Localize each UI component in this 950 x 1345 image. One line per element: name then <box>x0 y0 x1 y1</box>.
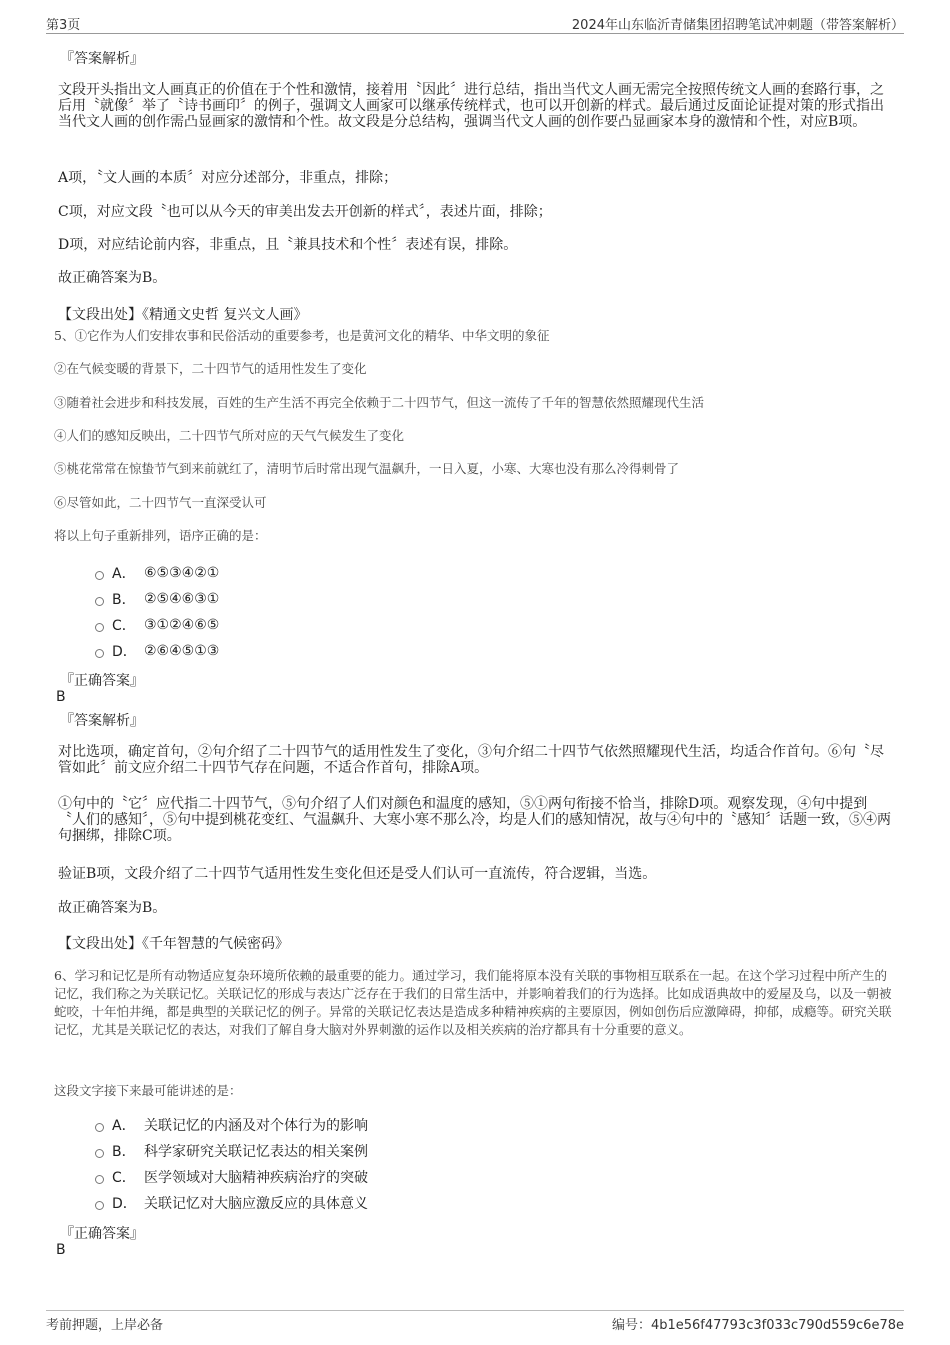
option-text: 关联记忆对大脑应激反应的具体意义 <box>144 1196 368 1212</box>
option-key: D． <box>112 1196 137 1212</box>
option-text: ⑥⑤③④②① <box>144 565 220 581</box>
q6-option-c[interactable] <box>95 1167 368 1187</box>
q5-option-c[interactable] <box>95 615 219 635</box>
option-key: C． <box>112 1170 136 1186</box>
option-key: B． <box>112 592 136 608</box>
q5-analysis-paragraph-3: 验证B项，文段介绍了二十四节气适用性发生变化但还是受人们认可一直流传，符合逻辑，当选。 <box>58 866 657 882</box>
q5-analysis-paragraph-4: 故正确答案为B。 <box>58 900 167 916</box>
q4-source: 【文段出处】《精通文史哲 复兴文人画》 <box>58 307 308 323</box>
q5-stem: 5、①它作为人们安排农事和民俗活动的重要参考，也是黄河文化的精华、中华文明的象征 <box>54 328 550 343</box>
q6-option-d[interactable] <box>95 1193 368 1213</box>
q5-analysis-paragraph-2: ①句中的〝它〞应代指二十四节气，⑤句介绍了人们对颜色和温度的感知，⑤①两句衔接不恰当，排除D项。观察发现，④句中提到〝人们的感知〞，⑤句中提到桃花变红、气温飙升、大寒小寒不那么冷，均是人们的感知情况，故与④句中的〝感知〞话题一致，⑤④两句捆绑，排除C项。 <box>58 796 891 844</box>
q5-sentence-4: ④人们的感知反映出，二十四节气所对应的天气气候发生了变化 <box>54 428 405 443</box>
q6-stem: 6、学习和记忆是所有动物适应复杂环境所依赖的最重要的能力。通过学习，我们能将原本没有关联的事物相互联系在一起。在这个学习过程中所产生的记忆，我们称之为关联记忆。关联记忆的形成与表达广泛存在于我们的日常生活中，并影响着我们的行为选择。比如成语典故中的爱屋及乌，以及一朝被蛇咬，十年怕井绳，都是典型的关联记忆的例子。异常的关联记忆表达是造成多种精神疾病的主要原因，例如创伤后应激障碍，抑郁，成瘾等。研究关联记忆，尤其是关联记忆的表达，对我们了解自身大脑对外界刺激的运作以及相关疾病的治疗都具有十分重要的意义。 <box>54 968 892 1037</box>
q5-answer-label: 『正确答案』 <box>60 673 144 689</box>
option-key: A． <box>112 566 136 582</box>
document-title: 2024年山东临沂青储集团招聘笔试冲刺题（带答案解析） <box>571 18 904 33</box>
q5-sentence-6: ⑥尽管如此，二十四节气一直深受认可 <box>54 495 267 510</box>
header-divider <box>46 33 904 34</box>
radio-icon[interactable] <box>95 571 104 580</box>
document-code: 编号：4b1e56f47793c3f033c790d559c6e78e <box>611 1318 904 1333</box>
option-text: ③①②④⑥⑤ <box>144 617 220 633</box>
radio-icon[interactable] <box>95 1149 104 1158</box>
q4-analysis-paragraph-4: D项，对应结论前内容，非重点，且〝兼具技术和个性〞表述有误，排除。 <box>58 237 518 253</box>
q6-answer-label: 『正确答案』 <box>60 1226 144 1242</box>
q5-option-a[interactable] <box>95 563 219 583</box>
footer-divider <box>46 1310 904 1311</box>
q5-option-d[interactable] <box>95 641 219 661</box>
option-key: C． <box>112 618 136 634</box>
q4-analysis-paragraph-1: 文段开头指出文人画真正的价值在于个性和激情，接着用〝因此〞进行总结，指出当代文人画无需完全按照传统文人画的套路行事，之后用〝就像〞举了〝诗书画印〞的例子，强调文人画家可以继承传统样式，也可以开创新的样式。最后通过反面论证提对策的形式指出当代文人画的创作需凸显画家的激情和个性。故文段是分总结构，强调当代文人画的创作要凸显画家本身的激情和个性，对应B项。 <box>58 82 884 130</box>
radio-icon[interactable] <box>95 597 104 606</box>
q5-analysis-paragraph-1: 对比选项，确定首句，②句介绍了二十四节气的适用性发生了变化，③句介绍二十四节气依然照耀现代生活，均适合作首句。⑥句〝尽管如此〞前文应介绍二十四节气存在问题，不适合作首句，排除A项。 <box>58 744 884 776</box>
radio-icon[interactable] <box>95 649 104 658</box>
q6-option-a[interactable] <box>95 1115 368 1135</box>
q4-analysis-paragraph-2: A项，〝文人画的本质〞对应分述部分，非重点，排除； <box>58 170 398 186</box>
option-text: 医学领域对大脑精神疾病治疗的突破 <box>144 1170 368 1186</box>
option-key: B． <box>112 1144 136 1160</box>
q6-answer: B <box>56 1242 66 1258</box>
q5-prompt: 将以上句子重新排列，语序正确的是： <box>54 528 267 543</box>
q5-option-b[interactable] <box>95 589 219 609</box>
option-text: 科学家研究关联记忆表达的相关案例 <box>144 1144 368 1160</box>
footer-slogan: 考前押题，上岸必备 <box>46 1318 164 1333</box>
option-text: 关联记忆的内涵及对个体行为的影响 <box>144 1118 368 1134</box>
q6-prompt: 这段文字接下来最可能讲述的是： <box>54 1083 242 1098</box>
q4-analysis-paragraph-3: C项，对应文段〝也可以从今天的审美出发去开创新的样式〞，表述片面，排除； <box>58 204 552 220</box>
radio-icon[interactable] <box>95 1123 104 1132</box>
q5-answer: B <box>56 689 66 705</box>
q5-sentence-3: ③随着社会进步和科技发展，百姓的生产生活不再完全依赖于二十四节气，但这一流传了千年的智慧依然照耀现代生活 <box>54 395 705 410</box>
q5-sentence-2: ②在气候变暖的背景下，二十四节气的适用性发生了变化 <box>54 361 367 376</box>
option-text: ②⑤④⑥③① <box>144 591 220 607</box>
q4-analysis-paragraph-5: 故正确答案为B。 <box>58 270 167 286</box>
q5-source: 【文段出处】《千年智慧的气候密码》 <box>58 936 289 952</box>
option-key: A． <box>112 1118 136 1134</box>
q4-analysis-label: 『答案解析』 <box>60 51 144 67</box>
option-key: D． <box>112 644 137 660</box>
page-number: 第3页 <box>46 18 81 33</box>
option-text: ②⑥④⑤①③ <box>144 643 220 659</box>
q5-analysis-label: 『答案解析』 <box>60 713 144 729</box>
radio-icon[interactable] <box>95 1201 104 1210</box>
radio-icon[interactable] <box>95 1175 104 1184</box>
radio-icon[interactable] <box>95 623 104 632</box>
q6-option-b[interactable] <box>95 1141 368 1161</box>
page-header <box>46 14 904 34</box>
q5-sentence-5: ⑤桃花常常在惊蛰节气到来前就红了，清明节后时常出现气温飙升，一日入夏，小寒、大寒也没有那么冷得刺骨了 <box>54 461 680 476</box>
